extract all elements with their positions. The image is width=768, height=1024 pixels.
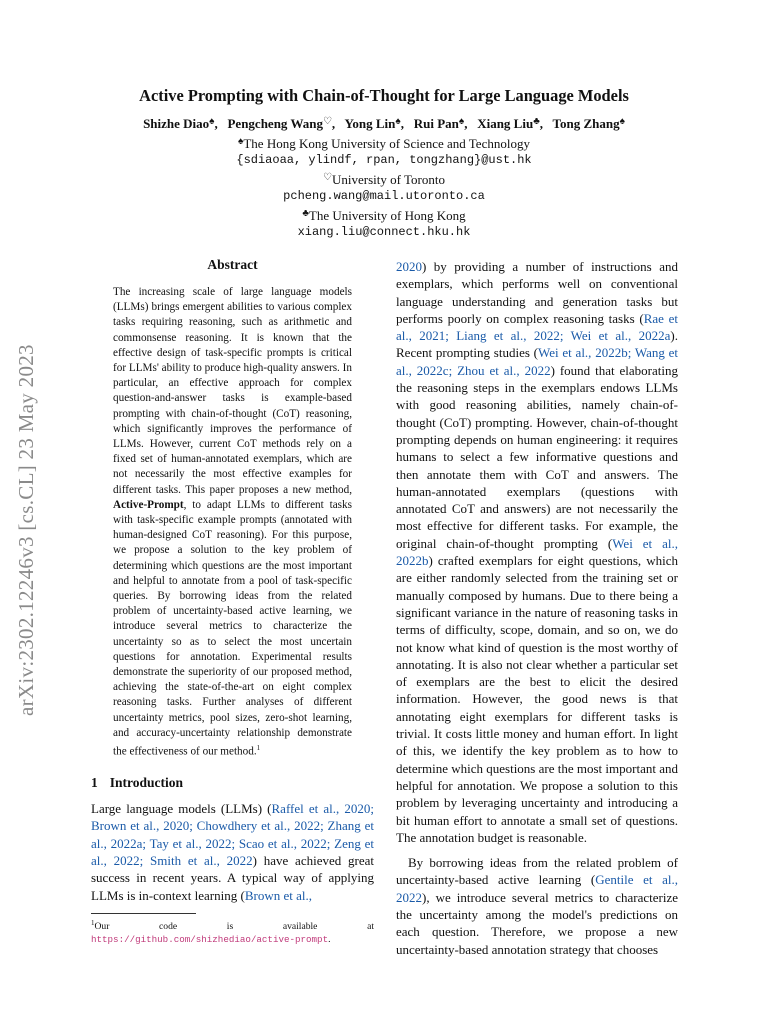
affiliation-email: {sdiaoaa, ylindf, rpan, tongzhang}@ust.hk [236, 153, 532, 167]
method-name: Active-Prompt [113, 498, 184, 511]
citation-link[interactable]: Brown et al., [244, 887, 312, 903]
footnote-rule [91, 913, 196, 914]
intro-paragraph: 2020) by providing a number of instructions and exemplars, which performs well on conventional language understanding and generation tasks but performs poorly on complex reasoning tasks (Rae et al., 2021; Liang et al., 2022; Wei et al., 2022a). Recent prompting studies (Wei et al., 2022b; Wang et al., 2022c; Zhou et al., 2022) found that elaborating the reasoning steps in the exemplars endows LLMs with good reasoning abilities, namely chain-of-thought (CoT) prompting. However, chain-of-thought prompting depends on human engineering: it requires humans to select a few informative questions and then annotate them with CoT and answers. The human-annotated exemplars (questions with annotated CoT and answers) are not necessarily the most effective for different tasks. For example, the original chain-of-thought prompting (Wei et al., 2022b) crafted exemplars for eight questions, which are either randomly selected from the training set or manually composed by humans. Due to there being a significant variance in the nature of reasoning tasks in terms of difficulty, scope, domain, and so on, we do not know what kind of question is the most worthy of annotating. It is also not clear whether a particular set of exemplars are the best to elicit the desired information. However, the good news is that annotating eight exemplars for different tasks is trivial. It costs little money and human effort. In light of this, we identify the key problem as to how to determine which questions are the most important and helpful for annotation. We propose a solution to this problem by leveraging uncertainty and introducing a bit human effort to annotate a small set of questions. The annotation budget is reasonable. [396, 259, 679, 845]
affiliation-email: pcheng.wang@mail.utoronto.ca [283, 189, 485, 203]
paper-title: Active Prompting with Chain-of-Thought for Large Language Models [139, 86, 629, 105]
affiliation: ♣The University of Hong Kong [302, 208, 466, 223]
author: Pengcheng Wang♡, [227, 116, 342, 131]
author: Yong Lin♠, [344, 116, 411, 131]
code-url-link[interactable]: https://github.com/shizhediao/active-prompt [91, 934, 329, 945]
citation-link[interactable]: Gentile et al., 2022 [396, 872, 679, 905]
footnote: $^1$Our code is available at https://github.com/shizhediao/active-prompt. [91, 918, 374, 945]
citation-link[interactable]: Rae et al., 2021; Liang et al., 2022; Wei et al., 2022a [396, 310, 678, 344]
affiliation-email: xiang.liu@connect.hku.hk [297, 225, 471, 239]
citation-link[interactable]: 2020 [396, 259, 422, 274]
section-heading: 1 Introduction [91, 775, 184, 791]
abstract-text: The increasing scale of large language models (LLMs) brings emergent abilities to various complex tasks requiring reasoning, such as arithmetic and commonsense reasoning. It is known that the effective design of task-specific prompts is critical for LLMs' ability to produce high-quality answers. In particular, an effective approach for complex question-and-answer tasks is example-based prompting with chain-of-thought (CoT) reasoning, which significantly improves the performance of LLMs. However, current CoT methods rely on a fixed set of human-annotated exemplars, which are not necessarily the most effective examples for different tasks. This paper proposes a new method, Active-Prompt, to adapt LLMs to different tasks with task-specific example prompts (annotated with human-designed CoT reasoning). For this purpose, we propose a solution to the key problem of determining which questions are the most important and helpful to annotate from a pool of task-specific queries. By borrowing ideas from the related problem of uncertainty-based active learning, we introduce several metrics to characterize the uncertainty so as to select the most uncertain questions for annotation. Experimental results demonstrate the superiority of our proposed method, achieving the state-of-the-art on eight complex reasoning tasks. Further analyses of different uncertainty metrics, pool sizes, zero-shot learning, and accuracy-uncertainty relationship demonstrate the effectiveness of our method.$^1$ [113, 286, 352, 758]
citation-link[interactable]: Wei et al., 2022b [396, 535, 679, 569]
paper-header [0, 86, 768, 241]
author: Shizhe Diao♠, [143, 116, 225, 131]
arxiv-identifier: arXiv:2302.12246v3 [cs.CL] 23 May 2023 [14, 344, 38, 716]
author: Tong Zhang♠ [552, 116, 625, 131]
right-column [396, 258, 678, 958]
abstract-heading: Abstract [207, 257, 258, 272]
affiliation: ♠The Hong Kong University of Science and Technology [238, 136, 530, 151]
affiliation: ♡University of Toronto [323, 172, 445, 187]
footnote-marker: 1 [256, 744, 261, 753]
citation-link[interactable]: Wei et al., 2022b; Wang et al., 2022c; Zhou et al., 2022 [396, 345, 678, 378]
author-list [0, 113, 768, 133]
left-column [91, 256, 374, 946]
intro-paragraph: Large language models (LLMs) (Raffel et al., 2020; Brown et al., 2020; Chowdhery et al., 2022; Zhang et al., 2022a; Tay et al., 2022; Scao et al., 2022; Zeng et al., 2022; Smith et al., 2022) have achieved great success in recent years. A typical way of applying LLMs is in-context learning (Brown et al., [91, 801, 374, 903]
intro-paragraph: By borrowing ideas from the related problem of uncertainty-based active learning (Gentile et al., 2022), we introduce several metrics to characterize the uncertainty among the model's predictions on each question. Therefore, we propose a new uncertainty-based annotation strategy that chooses [396, 855, 679, 957]
author: Xiang Liu♣, [477, 116, 550, 131]
author: Rui Pan♠, [413, 116, 474, 131]
citation-link[interactable]: Raffel et al., 2020; Brown et al., 2020; Chowdhery et al., 2022; Zhang et al., 2022a; Tay et al., 2022; Scao et al., 2022; Zeng et al., 2022; Smith et al., 2022 [91, 801, 374, 868]
